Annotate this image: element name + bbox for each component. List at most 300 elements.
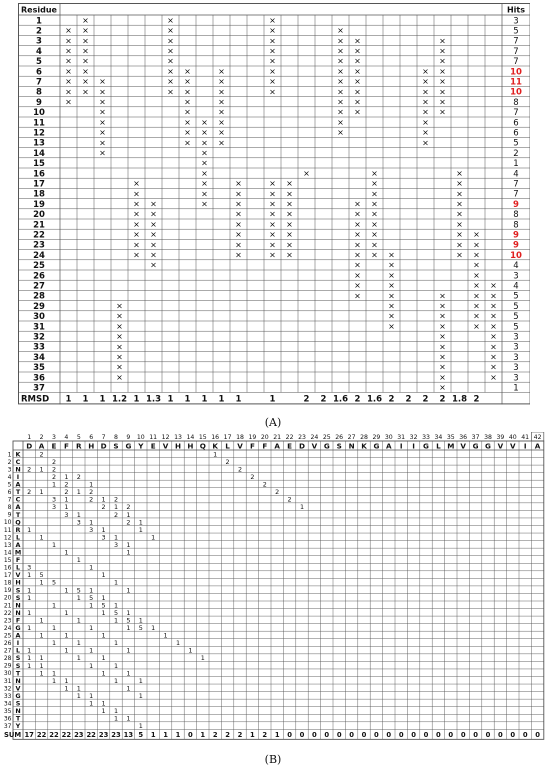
column-number: 33 <box>422 434 430 441</box>
hit-mark: × <box>269 219 276 229</box>
hit-mark: × <box>422 107 429 117</box>
column-sum: 1 <box>274 730 280 739</box>
matrix-value: 1 <box>89 646 94 655</box>
matrix-value: 2 <box>101 503 106 512</box>
column-residue: I <box>399 441 403 451</box>
column-residue: E <box>287 441 293 451</box>
row-number: 8 <box>7 504 12 512</box>
row-number: 6 <box>7 489 12 496</box>
hit-mark: × <box>133 250 140 260</box>
hit-mark: × <box>456 199 463 209</box>
row-number: 1 <box>7 451 12 459</box>
row-residue-label: 14 <box>33 148 45 159</box>
column-number: 34 <box>434 434 443 441</box>
row-residue: F <box>15 616 21 625</box>
hit-mark: × <box>337 36 344 46</box>
row-residue: H <box>15 578 21 587</box>
column-number: 27 <box>347 434 356 441</box>
hit-count: 3 <box>513 363 519 374</box>
column-number: 25 <box>322 434 331 441</box>
column-residue: E <box>51 441 57 451</box>
column-residue: H <box>187 441 194 451</box>
column-sum: 22 <box>86 730 96 739</box>
hit-mark: × <box>422 77 429 87</box>
matrix-value: 1 <box>200 654 205 663</box>
rmsd-value: 2 <box>388 394 395 405</box>
rmsd-value: 2 <box>303 394 310 405</box>
hit-mark: × <box>439 97 446 107</box>
matrix-value: 1 <box>113 714 119 723</box>
column-sum: 5 <box>138 730 144 739</box>
hit-mark: × <box>184 128 191 138</box>
hit-mark: × <box>439 87 446 97</box>
hit-count: 8 <box>513 97 519 108</box>
rmsd-value: 1 <box>218 394 225 405</box>
hit-count: 5 <box>513 291 519 302</box>
matrix-value: 1 <box>101 608 106 617</box>
hit-count: 4 <box>513 261 519 272</box>
matrix-value: 1 <box>113 707 119 716</box>
matrix-value: 1 <box>39 669 44 678</box>
row-number: 34 <box>3 700 12 708</box>
hit-mark: × <box>371 250 378 260</box>
hit-mark: × <box>218 87 225 97</box>
matrix-value: 1 <box>101 593 106 602</box>
column-sum: 0 <box>299 730 305 739</box>
matrix-value: 1 <box>138 676 143 685</box>
hit-mark: × <box>456 250 463 260</box>
hit-mark: × <box>337 117 344 127</box>
hit-mark: × <box>269 46 276 56</box>
row-number: 29 <box>3 662 12 670</box>
hit-mark: × <box>218 138 225 148</box>
hit-count: 3 <box>513 373 519 384</box>
matrix-value: 3 <box>27 563 32 572</box>
hit-mark: × <box>490 332 497 342</box>
hit-count: 7 <box>513 57 519 68</box>
hit-mark: × <box>133 209 140 219</box>
hit-mark: × <box>490 281 497 291</box>
hit-mark: × <box>82 77 89 87</box>
hit-mark: × <box>422 117 429 127</box>
row-number: 2 <box>7 458 12 466</box>
hit-mark: × <box>337 128 344 138</box>
row-number: 15 <box>3 556 12 564</box>
hit-mark: × <box>269 189 276 199</box>
matrix-value: 2 <box>64 480 69 489</box>
hit-mark: × <box>456 219 463 229</box>
matrix-value: 1 <box>51 624 57 632</box>
hit-count: 3 <box>513 352 519 363</box>
column-sum: 22 <box>49 730 59 739</box>
column-number: 5 <box>76 434 81 441</box>
hit-mark: × <box>473 250 480 260</box>
matrix-value: 1 <box>39 661 44 670</box>
row-residue-label: 26 <box>33 271 45 282</box>
hit-mark: × <box>388 270 395 280</box>
matrix-value: 1 <box>126 714 131 723</box>
matrix-value: 1 <box>39 616 44 625</box>
matrix-value: 5 <box>126 616 131 625</box>
column-number: 3 <box>52 434 56 441</box>
column-sum: 13 <box>123 730 134 739</box>
hit-mark: × <box>99 97 106 107</box>
hit-mark: × <box>286 209 293 219</box>
hit-mark: × <box>422 66 429 76</box>
hit-mark: × <box>201 138 208 148</box>
matrix-value: 1 <box>113 639 119 648</box>
column-residue: L <box>225 441 230 451</box>
hit-mark: × <box>439 77 446 87</box>
row-residue-label: 33 <box>33 342 45 353</box>
column-sum: 22 <box>61 730 72 739</box>
hit-mark: × <box>167 66 174 76</box>
column-sum: 2 <box>237 730 243 739</box>
column-number: 39 <box>496 434 505 441</box>
row-number: 22 <box>3 609 12 617</box>
column-number: 17 <box>223 434 232 441</box>
row-residue-label: 1 <box>36 16 42 27</box>
matrix-value: 2 <box>262 480 267 489</box>
matrix-value: 1 <box>76 639 81 648</box>
hit-mark: × <box>116 301 123 311</box>
row-residue: L <box>15 533 21 542</box>
hit-mark: × <box>235 240 242 250</box>
hit-mark: × <box>490 301 497 311</box>
hit-mark: × <box>184 97 191 107</box>
column-number: 42 <box>533 434 542 441</box>
hit-count: 9 <box>513 240 519 251</box>
hit-mark: × <box>456 230 463 240</box>
hit-count: 3 <box>513 271 519 282</box>
hit-mark: × <box>133 189 140 199</box>
row-residue: A <box>15 503 21 512</box>
column-residue: I <box>523 441 527 451</box>
column-number: 9 <box>126 434 131 441</box>
hit-mark: × <box>269 36 276 46</box>
rmsd-value: 2 <box>439 394 446 405</box>
column-sum: 0 <box>287 730 292 739</box>
matrix-value: 1 <box>27 624 32 632</box>
column-sum: 0 <box>374 730 379 739</box>
row-residue: K <box>15 450 21 459</box>
column-sum: 0 <box>312 730 317 739</box>
column-residue: E <box>150 441 156 451</box>
hit-count: 5 <box>513 26 519 37</box>
row-residue-label: 22 <box>33 230 45 241</box>
hit-count: 1 <box>513 383 519 394</box>
hit-mark: × <box>286 250 293 260</box>
hit-mark: × <box>473 240 480 250</box>
hit-mark: × <box>371 199 378 209</box>
hit-mark: × <box>235 189 242 199</box>
hit-mark: × <box>269 230 276 240</box>
hit-mark: × <box>439 383 446 393</box>
row-residue-label: 3 <box>36 36 42 47</box>
row-residue: Q <box>15 518 21 527</box>
hit-mark: × <box>422 97 429 107</box>
rmsd-value: 1 <box>82 394 89 405</box>
matrix-value: 2 <box>225 457 230 466</box>
column-number: 4 <box>64 434 69 441</box>
matrix-value: 2 <box>39 450 44 459</box>
hit-count: 9 <box>513 199 519 210</box>
rmsd-value: 1.6 <box>366 394 383 405</box>
column-residue: A <box>274 441 280 451</box>
column-sum: 0 <box>188 730 193 739</box>
hit-mark: × <box>422 128 429 138</box>
hit-mark: × <box>201 168 208 178</box>
rmsd-value: 1 <box>133 394 140 405</box>
column-residue: V <box>460 441 466 451</box>
matrix-value: 1 <box>126 646 131 655</box>
hit-count: 5 <box>513 138 519 149</box>
hit-mark: × <box>269 26 276 36</box>
column-sum: 0 <box>361 730 367 739</box>
hit-mark: × <box>269 250 276 260</box>
hit-mark: × <box>286 189 293 199</box>
matrix-value: 1 <box>101 654 106 663</box>
hit-mark: × <box>133 240 140 250</box>
hit-mark: × <box>201 128 208 138</box>
hit-mark: × <box>184 107 191 117</box>
matrix-value: 2 <box>27 488 32 497</box>
column-number: 1 <box>27 434 32 441</box>
column-number: 7 <box>101 434 106 441</box>
column-residue: A <box>534 441 541 451</box>
hit-mark: × <box>99 107 106 117</box>
column-sum: 0 <box>386 730 392 739</box>
hit-mark: × <box>456 189 463 199</box>
matrix-value: 1 <box>126 586 131 595</box>
matrix-value: 1 <box>51 540 57 549</box>
rmsd-value: 1 <box>269 394 276 405</box>
matrix-value: 1 <box>126 684 131 693</box>
matrix-value: 3 <box>101 533 106 542</box>
row-residue: V <box>15 684 21 693</box>
row-residue: N <box>15 601 21 610</box>
hit-mark: × <box>354 36 361 46</box>
hit-mark: × <box>473 281 480 291</box>
matrix-value: 2 <box>64 488 69 497</box>
row-residue: L <box>15 646 21 655</box>
row-number: 9 <box>7 511 12 519</box>
hit-mark: × <box>439 342 446 352</box>
hit-mark: × <box>65 56 72 66</box>
hit-mark: × <box>150 209 157 219</box>
hit-count: 4 <box>513 169 519 180</box>
column-residue: M <box>447 441 455 451</box>
header-hits: Hits <box>506 5 526 15</box>
row-residue-label: 31 <box>33 322 45 333</box>
hit-mark: × <box>218 107 225 117</box>
column-residue: H <box>174 441 182 451</box>
matrix-value: 3 <box>51 503 57 512</box>
matrix-value: 1 <box>126 548 131 557</box>
matrix-value: 1 <box>64 586 69 595</box>
hit-mark: × <box>354 56 361 66</box>
row-residue: C <box>15 457 21 466</box>
matrix-value: 5 <box>101 601 106 610</box>
hit-mark: × <box>439 301 446 311</box>
matrix-value: 5 <box>76 586 81 595</box>
row-residue-label: 27 <box>33 281 45 292</box>
column-residue: Y <box>138 441 144 451</box>
rmsd-value: 1.3 <box>145 394 162 405</box>
hit-mark: × <box>269 66 276 76</box>
hit-mark: × <box>167 56 174 66</box>
matrix-value: 1 <box>89 691 94 700</box>
matrix-value: 1 <box>89 699 94 708</box>
hit-mark: × <box>150 219 157 229</box>
row-residue-label: 18 <box>33 189 45 200</box>
column-residue: D <box>299 441 305 451</box>
hit-count: 3 <box>513 332 519 343</box>
hit-mark: × <box>439 107 446 117</box>
column-number: 2 <box>39 434 44 441</box>
row-residue: A <box>15 480 21 489</box>
hit-mark: × <box>286 219 293 229</box>
hit-mark: × <box>150 250 157 260</box>
matrix-value: 2 <box>126 503 131 512</box>
hit-mark: × <box>456 179 463 189</box>
hit-mark: × <box>439 56 446 66</box>
hit-mark: × <box>235 199 242 209</box>
hit-mark: × <box>201 189 208 199</box>
row-residue: N <box>15 707 21 716</box>
hit-count: 8 <box>513 210 519 221</box>
hit-mark: × <box>439 66 446 76</box>
hit-count: 1 <box>513 159 519 170</box>
matrix-value: 1 <box>64 473 69 481</box>
row-residue: S <box>15 654 21 663</box>
column-sum: 22 <box>36 730 47 739</box>
column-number: 36 <box>459 434 468 441</box>
column-residue: F <box>63 441 69 451</box>
rmsd-value: 2 <box>405 394 412 405</box>
column-number: 23 <box>298 434 306 441</box>
matrix-value: 1 <box>101 571 106 580</box>
matrix-value: 1 <box>39 654 44 663</box>
column-number: 31 <box>397 434 406 441</box>
row-residue-label: 4 <box>36 46 42 57</box>
hit-mark: × <box>167 77 174 87</box>
matrix-value: 1 <box>138 616 143 625</box>
hit-mark: × <box>184 66 191 76</box>
column-number: 32 <box>409 434 418 441</box>
column-residue: G <box>373 441 380 451</box>
matrix-value: 2 <box>250 473 255 481</box>
hit-mark: × <box>354 219 361 229</box>
column-number: 16 <box>211 434 220 441</box>
column-sum: 0 <box>411 730 416 739</box>
hit-mark: × <box>286 230 293 240</box>
row-residue: N <box>15 676 21 685</box>
matrix-value: 1 <box>51 676 57 685</box>
row-residue: A <box>15 631 21 640</box>
matrix-value: 1 <box>138 722 143 731</box>
matrix-value: 2 <box>51 473 57 481</box>
hit-mark: × <box>116 342 123 352</box>
row-number: 24 <box>3 624 12 632</box>
matrix-value: 5 <box>113 608 119 617</box>
matrix-value: 1 <box>138 691 143 700</box>
column-sum: 0 <box>510 730 516 739</box>
column-number: 12 <box>161 434 170 441</box>
matrix-value: 1 <box>76 616 81 625</box>
row-number: 17 <box>3 572 12 580</box>
column-sum: 0 <box>522 730 528 739</box>
row-residue-label: 2 <box>36 26 42 37</box>
hit-count: 11 <box>510 77 522 88</box>
column-sum: 0 <box>498 730 503 739</box>
column-residue: F <box>249 441 255 451</box>
column-residue: V <box>510 441 516 451</box>
hit-mark: × <box>167 26 174 36</box>
hit-mark: × <box>167 15 174 25</box>
column-residue: G <box>485 441 491 451</box>
column-sum: 0 <box>398 730 404 739</box>
column-residue: V <box>497 441 504 451</box>
column-number: 8 <box>114 434 118 441</box>
matrix-value: 1 <box>39 533 44 542</box>
matrix-value: 1 <box>64 548 69 557</box>
column-sum: 2 <box>225 730 230 739</box>
hit-mark: × <box>269 240 276 250</box>
column-sum: 1 <box>175 730 181 739</box>
matrix-value: 1 <box>151 624 156 632</box>
rmsd-value: 2 <box>422 394 429 405</box>
matrix-value: 1 <box>27 646 32 655</box>
matrix-value: 1 <box>64 495 69 504</box>
hit-count: 2 <box>513 148 519 159</box>
hit-mark: × <box>337 87 344 97</box>
row-residue-label: 25 <box>33 261 45 272</box>
hit-mark: × <box>371 189 378 199</box>
matrix-value: 2 <box>51 465 57 474</box>
matrix-value: 2 <box>51 457 57 466</box>
caption-b: (B) <box>264 753 282 766</box>
row-residue-label: 12 <box>33 128 45 139</box>
hit-mark: × <box>82 46 89 56</box>
hit-mark: × <box>235 179 242 189</box>
row-number: 32 <box>3 685 12 693</box>
hit-mark: × <box>439 372 446 382</box>
hit-mark: × <box>439 362 446 372</box>
column-residue: I <box>412 441 415 451</box>
matrix-value: 3 <box>76 518 81 527</box>
row-number: 20 <box>3 594 12 602</box>
matrix-value: 2 <box>126 518 131 527</box>
sum-label: SUM <box>4 730 22 739</box>
hit-mark: × <box>354 291 361 301</box>
hit-mark: × <box>354 260 361 270</box>
matrix-value: 1 <box>113 601 119 610</box>
hit-mark: × <box>167 36 174 46</box>
row-number: 30 <box>3 670 12 678</box>
row-residue-label: 20 <box>33 210 45 221</box>
hit-mark: × <box>269 56 276 66</box>
rmsd-value: 1 <box>235 394 242 405</box>
column-number: 10 <box>136 434 145 441</box>
hit-count: 5 <box>513 322 519 333</box>
hit-mark: × <box>337 77 344 87</box>
matrix-value: 1 <box>126 624 131 632</box>
hit-mark: × <box>439 311 446 321</box>
row-residue: S <box>15 699 21 708</box>
matrix-value: 3 <box>51 495 57 504</box>
matrix-value: 1 <box>27 525 32 534</box>
